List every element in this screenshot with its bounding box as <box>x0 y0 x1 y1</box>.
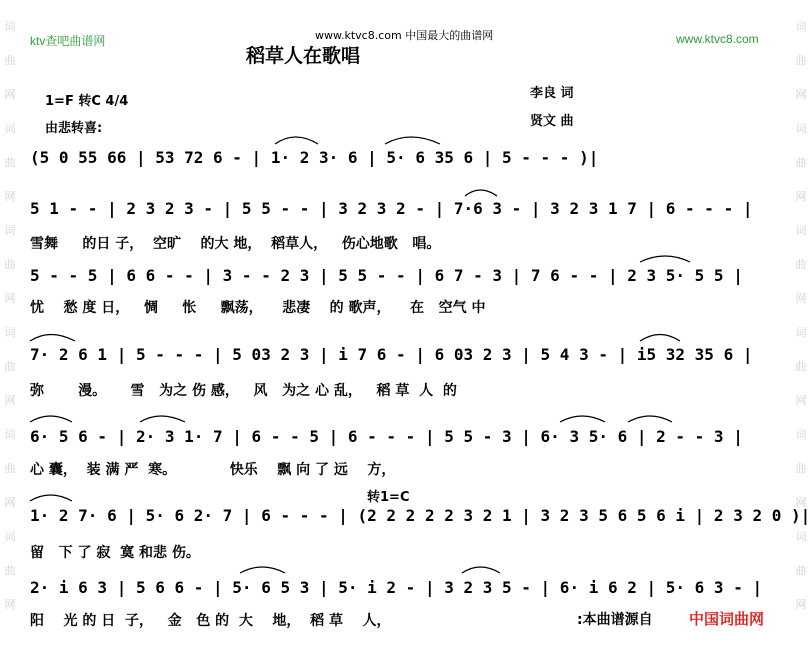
right-site-label: www.ktvc8.com <box>676 32 759 46</box>
left-site-label: ktv查吧曲谱网 <box>30 34 106 48</box>
watermark-char: 曲 <box>795 462 807 475</box>
lyrics-row-4: 弥 漫。 雪 为之 伤 感， 风 为之 心 乱， 稻 草 人 的 <box>30 383 457 399</box>
watermark-char: 词 <box>795 428 807 441</box>
watermark-char: 词 <box>4 428 16 441</box>
watermark-char: 词 <box>4 20 16 33</box>
source-note: :本曲谱源自 <box>577 612 653 628</box>
slur-arc <box>385 137 440 144</box>
watermark-char: 词 <box>795 20 807 33</box>
watermark-char: 曲 <box>4 156 16 169</box>
watermark-char: 曲 <box>4 462 16 475</box>
notes-row-5: 6· 5 6 - | 2· 3 1· 7 | 6 - - 5 | 6 - - - | 5 5 - 3 | 6· 3 5· 6 | 2 - - 3 | <box>30 427 743 446</box>
notes-row-1: (5 0 55 66 | 53 72 6 - | 1· 2 3· 6 | 5· 6 35 6 | 5 - - - )| <box>30 148 599 167</box>
slur-arc <box>30 495 72 501</box>
lyrics-row-3: 忧 愁 度 日， 惆 怅 飘荡， 悲凄 的 歌声， 在 空气 中 <box>30 300 486 316</box>
watermark-char: 网 <box>795 292 807 305</box>
lyricist: 李良 词 <box>530 86 574 101</box>
watermark-char: 词 <box>4 326 16 339</box>
slur-arc <box>462 567 500 573</box>
watermark-char: 曲 <box>795 54 807 67</box>
watermark-char: 词 <box>4 122 16 135</box>
slur-arc <box>465 190 497 196</box>
notes-row-7: 2· i 6 3 | 5 6 6 - | 5· 6 5 3 | 5· i 2 - | 3 2 3 5 - | 6· i 6 2 | 5· 6 3 - | <box>30 578 763 597</box>
song-mood: 由悲转喜: <box>45 121 103 136</box>
watermark-char: 网 <box>795 394 807 407</box>
watermark-char: 曲 <box>4 258 16 271</box>
center-site-label: www.ktvc8.com 中国最大的曲谱网 <box>315 29 494 42</box>
watermark-char: 网 <box>4 292 16 305</box>
watermark-char: 网 <box>4 496 16 509</box>
watermark-char: 词 <box>795 224 807 237</box>
watermark-char: 网 <box>4 88 16 101</box>
watermark-char: 网 <box>795 190 807 203</box>
lyrics-row-2: 雪舞 的日 子， 空旷 的大 地， 稻草人， 伤心地歌 唱。 <box>30 236 441 252</box>
brand-label: 中国词曲网 <box>689 610 765 628</box>
lyrics-row-7: 阳 光 的 日 子， 金 色 的 大 地， 稻 草 人， <box>30 613 391 629</box>
watermark-char: 词 <box>795 530 807 543</box>
lyrics-row-5: 心 囊， 装 满 严 寒。 快乐 飘 向 了 远 方， <box>30 462 396 478</box>
slur-arc <box>140 416 185 422</box>
lyrics-row-6: 留 下 了 寂 寞 和悲 伤。 <box>30 545 200 561</box>
modulation-label: 转1=C <box>367 490 410 505</box>
watermark-char: 词 <box>795 326 807 339</box>
watermark-char: 曲 <box>795 564 807 577</box>
slur-arc <box>30 335 75 342</box>
watermark-char: 曲 <box>795 156 807 169</box>
slur-arc <box>640 335 680 342</box>
watermark-char: 网 <box>795 88 807 101</box>
watermark-char: 曲 <box>4 564 16 577</box>
notes-row-6: 1· 2 7· 6 | 5· 6 2· 7 | 6 - - - | (2 2 2 2 2 3 2 1 | 3 2 3 5 6 5 6 i | 2 3 2 0 )| <box>30 506 811 525</box>
slur-arc <box>275 137 318 144</box>
watermark-char: 词 <box>4 224 16 237</box>
song-key: 1=F 转C 4/4 <box>45 94 129 109</box>
slur-arc <box>30 416 72 422</box>
watermark-char: 曲 <box>795 360 807 373</box>
slur-arc <box>628 416 672 422</box>
slur-arc <box>640 256 690 262</box>
watermark-char: 网 <box>795 496 807 509</box>
song-title: 稻草人在歌唱 <box>246 45 361 67</box>
notes-row-3: 5 - - 5 | 6 6 - - | 3 - - 2 3 | 5 5 - - | 6 7 - 3 | 7 6 - - | 2 3 5· 5 5 | <box>30 266 743 285</box>
watermark-char: 曲 <box>795 258 807 271</box>
watermark-char: 曲 <box>4 360 16 373</box>
watermark-char: 曲 <box>4 54 16 67</box>
notes-row-2: 5 1 - - | 2 3 2 3 - | 5 5 - - | 3 2 3 2 - | 7·6 3 - | 3 2 3 1 7 | 6 - - - | <box>30 199 753 218</box>
composer: 贤文 曲 <box>530 114 574 129</box>
watermark-char: 词 <box>795 122 807 135</box>
notes-row-4: 7· 2 6 1 | 5 - - - | 5 03 2 3 | i 7 6 - | 6 03 2 3 | 5 4 3 - | i5 32 35 6 | <box>30 345 753 364</box>
slur-arc <box>560 416 605 422</box>
watermark-char: 网 <box>4 598 16 611</box>
watermark-char: 网 <box>4 190 16 203</box>
watermark-char: 网 <box>795 598 807 611</box>
slur-arc <box>240 567 285 573</box>
watermark-char: 网 <box>4 394 16 407</box>
watermark-char: 词 <box>4 530 16 543</box>
